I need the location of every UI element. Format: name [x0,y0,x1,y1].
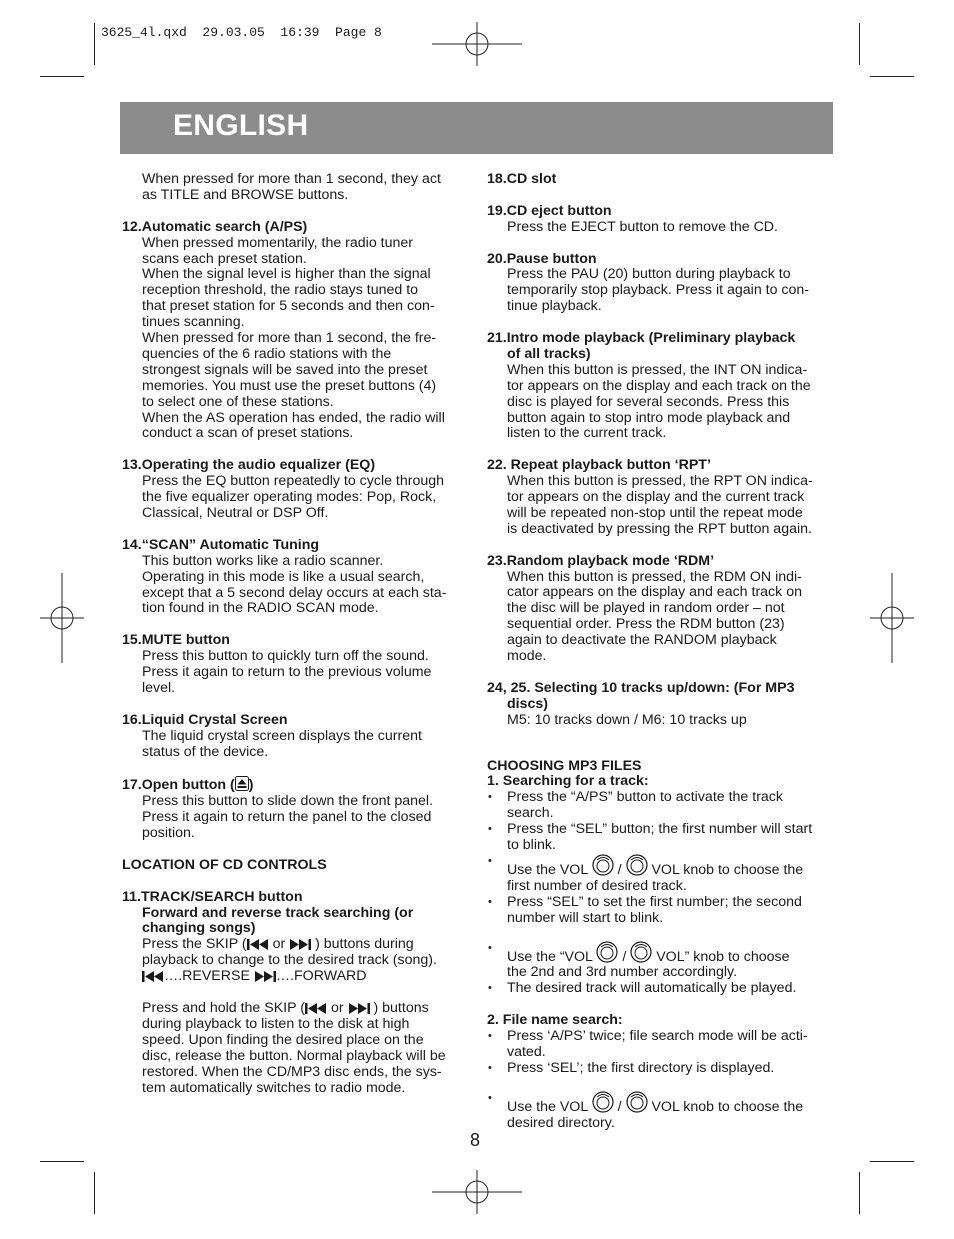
section-12-body [122,236,470,443]
section-20-body [487,267,837,315]
text-line: strongest signals will be saved into the preset [142,361,428,378]
section-14-heading: 14.“SCAN” Automatic Tuning [122,536,320,553]
bullet-sel [487,822,837,854]
registration-mark-top [432,22,522,66]
text-line: The liquid crystal screen displays the current [142,727,422,744]
vol-knob-icon [626,854,648,876]
vol-knob-icon [592,1091,614,1113]
intro-paragraph [122,172,470,204]
text-line: When this button is pressed, the RDM ON indi- [507,568,802,585]
text-line: except that a 5 second delay occurs at each sta- [142,584,447,601]
text-line: search. [507,805,554,822]
text-line: to select one of these stations. [142,393,334,410]
text-line: scans each preset station. [142,250,307,267]
bullet-vol-first: • Use the VOL / VOL knob to choose the first number of desired track. [487,854,837,895]
section-15-body [122,649,470,697]
text-line: discs) [507,695,549,712]
text-line: sequential order. Press the RDM button (23) [507,616,785,633]
text-line: tinues scanning. [142,314,245,331]
banner-title: ENGLISH [173,109,309,142]
vol-knob-icon [596,941,618,963]
text-line: reception threshold, the radio stays tuned to [142,282,419,299]
bullet-aps [487,790,837,822]
text-line: When pressed momentarily, the radio tuner [142,234,414,251]
section-18-heading: 18.CD slot [487,171,557,187]
section-20-heading: 20.Pause button [487,250,597,267]
section-24-25-heading [487,681,837,713]
file-name-search-heading: 2. File name search: [487,1012,623,1029]
section-16-heading: 16.Liquid Crystal Screen [122,711,288,728]
text-line: Press this button to slide down the front panel. [142,793,434,810]
bullet-sel-second [487,895,837,927]
section-24-25-body: M5: 10 tracks down / M6: 10 tracks up [507,711,747,728]
text-line: • Press ‘A/PS’ twice; file search mode will be acti- [507,1028,808,1045]
text-line: 24, 25. Selecting 10 tracks up/down: (For MP3 [487,679,795,696]
language-banner [120,102,833,154]
text-line: is deactivated by pressing the RPT button again. [507,520,812,537]
section-13-heading: 13.Operating the audio equalizer (EQ) [122,457,376,474]
section-12-heading: 12.Automatic search (A/PS) [122,218,308,235]
text-line: again to deactivate the RANDOM playback [507,632,777,649]
text-line: When the signal level is higher than the signal [142,266,431,283]
section-15-heading: 15.MUTE button [122,632,230,649]
skip-back-icon [142,971,164,982]
text-line: to blink. [507,837,556,854]
section-23-heading: 23.Random playback mode ‘RDM’ [487,552,715,569]
text-line: tinue playback. [507,298,602,315]
text-line: 21.Intro mode playback (Preliminary playback [487,330,796,347]
skip-forward-icon [254,971,276,982]
mp3-search-heading: 1. Searching for a track: [487,773,649,790]
text-line: conduct a scan of preset stations. [142,425,354,442]
text-line: Press it again to return to the previous volume [142,664,432,681]
section-21-heading [487,331,837,363]
text-line: • Press the “A/PS” button to activate the track [507,789,783,806]
section-21-body [487,363,837,443]
text-line: of all tracks) [507,345,591,362]
text-line: temporarily stop playback. Press it again to con- [507,282,810,299]
text-line: • Press the “SEL” button; the first number will start [507,821,813,838]
bullet-auto-play: • The desired track will automatically be played. [487,981,837,997]
vol-knob-icon [630,941,652,963]
skip-forward-icon [348,1003,370,1014]
mp3-heading: CHOOSING MP3 FILES [487,757,642,774]
text-line: during playback to listen to the disk at high [142,1015,410,1032]
text-line: Classical, Neutral or DSP Off. [142,505,329,521]
text-line: This button works like a radio scanner. [142,552,384,569]
text-line: cator appears on the display and each track on [507,584,802,601]
text-line: the five equalizer operating modes: Pop, Rock, [142,489,437,506]
text-line: disc, release the button. Normal playback will be [142,1047,446,1064]
section-14-body [122,554,470,618]
text-line: number will start to blink. [507,909,664,926]
text-line: changing songs) [142,920,256,937]
section-17-body [122,794,470,842]
text-line: Press this button to quickly turn off the sound. [142,648,429,665]
bullet-vol-digits: • Use the “VOL / VOL” knob to choose the 2nd and 3rd number accordingly. [487,941,837,982]
section-11-paragraph-1: Press the SKIP ( or ) buttons during playback to change to the desired track (song). ….REVERSE ….FORWARD [142,936,437,985]
text-line: button again to stop intro mode playback and [507,409,791,426]
text-line: tor appears on the display and the current track [507,489,805,506]
section-23-body [487,570,837,665]
section-11-paragraph-2: Press and hold the SKIP ( or ) buttons during playback to listen to the disk at high speed. Upon finding the desired place on the disc, release the button. Normal playback will be restored. When the CD/MP3 disc ends, the sys- tem automatically switches to radio mode. [122,1001,470,1096]
right-column [487,172,837,1132]
section-19-heading: 19.CD eject button [487,202,612,219]
bullet-vol-directory: • Use the VOL / VOL knob to choose the desired directory. [487,1091,837,1132]
text-line: tor appears on the display and each track on the [507,377,811,394]
text-line: tion found in the RADIO SCAN mode. [142,600,379,617]
bullet-sel-directory: • Press ‘SEL’; the first directory is displayed. [487,1061,837,1077]
text-line: Forward and reverse track searching (or [142,904,414,921]
section-11-subheading [122,906,470,938]
text-line: as TITLE and BROWSE buttons. [142,186,349,203]
bullet-aps-twice [487,1029,837,1061]
text-line: memories. You must use the preset buttons (4) [142,377,437,394]
text-line: Press it again to return the panel to the closed [142,809,432,826]
section-13-body [122,474,470,522]
text-line: status of the device. [142,743,269,760]
registration-mark-bottom [432,1170,522,1214]
left-column [122,172,470,1096]
print-slug: 3625_4l.qxd 29.03.05 16:39 Page 8 [101,25,382,40]
eject-icon [235,776,249,791]
section-17-heading: 17.Open button ( ) [122,777,254,794]
text-line: will be repeated non-stop until the repeat mode [507,504,803,521]
text-line: • Press “SEL” to set the first number; the second [507,893,802,910]
registration-mark-left [40,573,84,663]
text-line: vated. [507,1044,546,1060]
skip-back-icon [247,939,269,950]
page-number: 8 [470,1130,481,1150]
text-line: When the AS operation has ended, the radio will [142,409,445,426]
text-line: speed. Upon finding the desired place on the [142,1031,424,1048]
section-22-heading: 22. Repeat playback button ‘RPT’ [487,457,711,474]
section-19-body [487,220,837,236]
text-line: restored. When the CD/MP3 disc ends, the sys- [142,1063,442,1080]
section-22-body [487,474,837,538]
text-line: Press the PAU (20) button during playback to [507,266,791,283]
text-line: listen to the current track. [507,425,667,442]
text-line: Operating in this mode is like a usual search, [142,568,425,585]
text-line: mode. [507,648,547,665]
text-line: that preset station for 5 seconds and then con- [142,298,435,315]
skip-forward-icon [289,939,311,950]
text-line: tem automatically switches to radio mode. [142,1079,406,1096]
text-line: Press the EJECT button to remove the CD. [507,218,778,235]
text-line: disc is played for several seconds. Press this [507,393,790,410]
section-11-heading: 11.TRACK/SEARCH button [122,888,303,905]
location-heading: LOCATION OF CD CONTROLS [122,856,327,873]
vol-knob-icon [626,1091,648,1113]
text-line: position. [142,825,195,842]
text-line: Press the EQ button repeatedly to cycle through [142,473,445,490]
text-line: When pressed for more than 1 second, they act [142,171,441,187]
registration-mark-right [870,573,914,663]
text-line: When pressed for more than 1 second, the fre- [142,330,437,347]
section-16-body [122,729,470,761]
text-line: the disc will be played in random order – not [507,600,785,617]
text-line: When this button is pressed, the RPT ON indica- [507,473,813,490]
text-line: quencies of the 6 radio stations with the [142,345,392,362]
text-line: When this button is pressed, the INT ON indica- [507,361,808,378]
text-line: level. [142,679,176,696]
vol-knob-icon [592,854,614,876]
skip-back-icon [305,1003,327,1014]
